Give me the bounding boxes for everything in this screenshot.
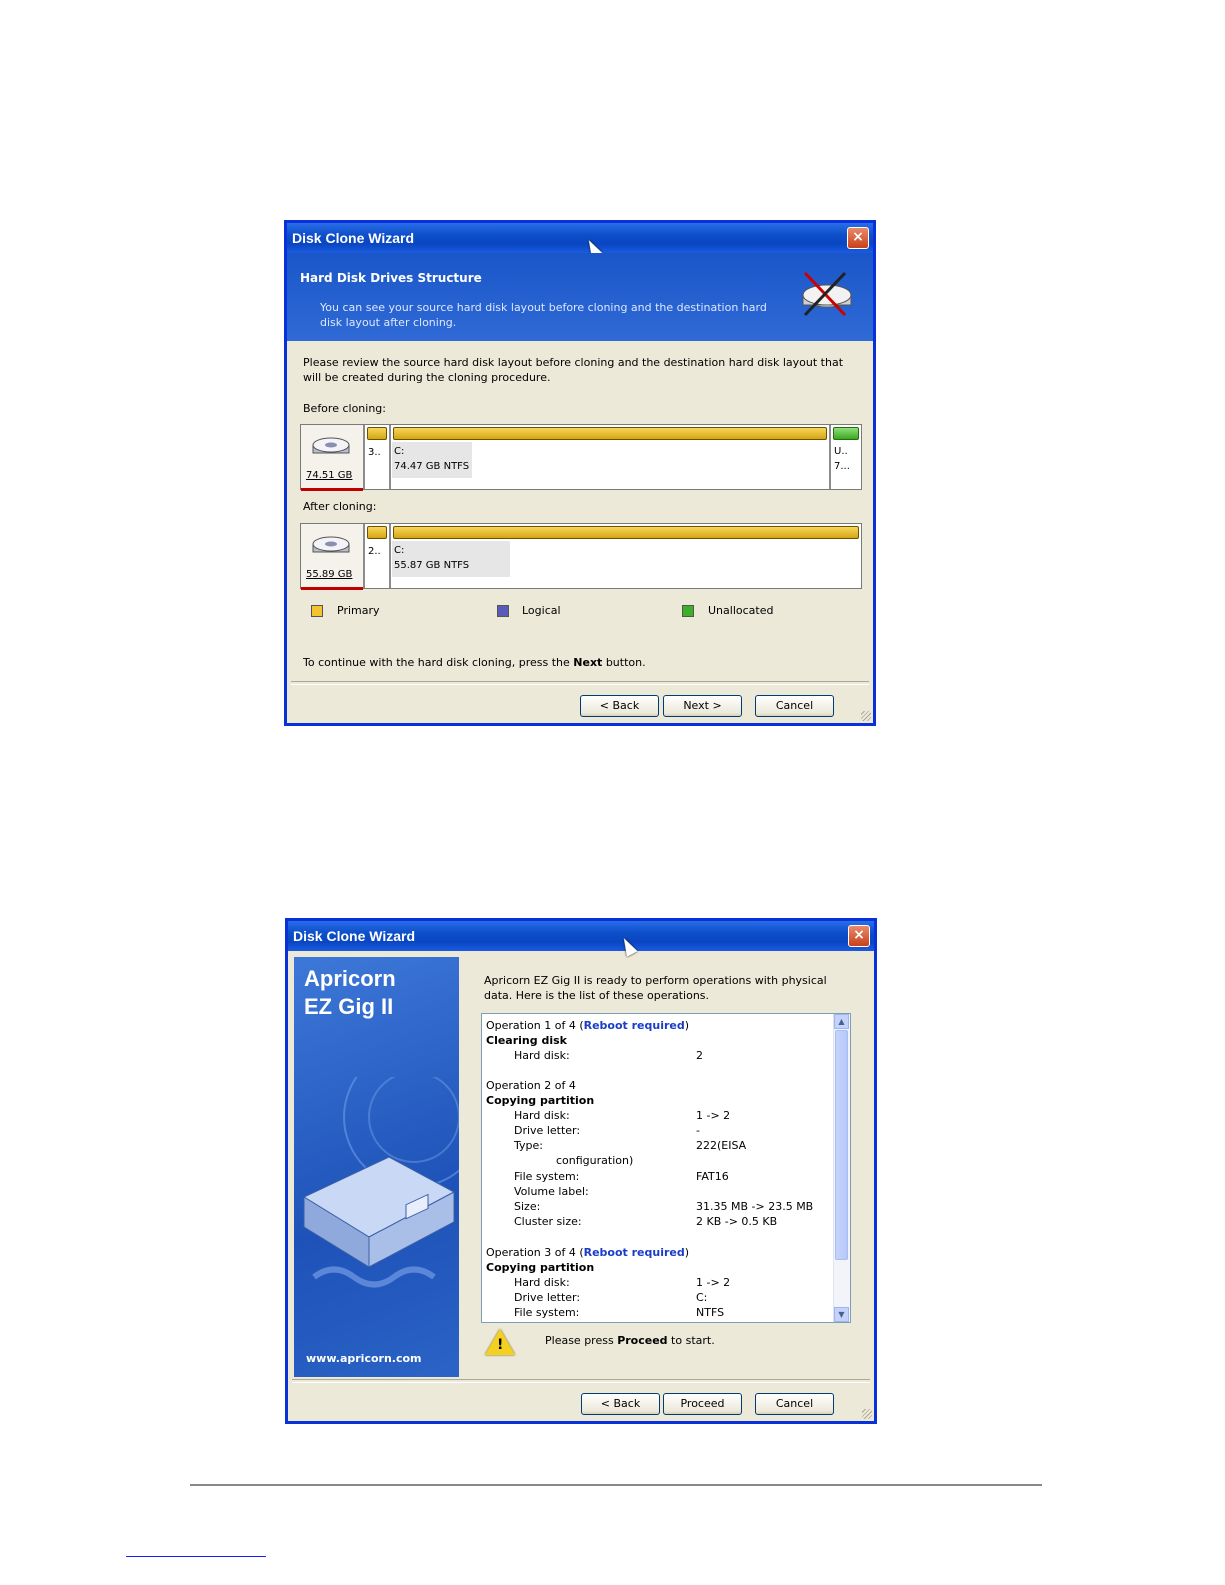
op2-cs-label: Cluster size: bbox=[514, 1215, 582, 1228]
op2-title: Copying partition bbox=[486, 1094, 595, 1107]
op3-reboot-required: Reboot required bbox=[583, 1246, 685, 1259]
op2-hd-label: Hard disk: bbox=[514, 1109, 570, 1122]
disk-selection-bar bbox=[301, 488, 363, 491]
op2-dl-label: Drive letter: bbox=[514, 1124, 581, 1137]
disk-size: 55.89 GB bbox=[306, 569, 353, 580]
op1-hd-label: Hard disk: bbox=[514, 1049, 570, 1062]
partition-info: 74.47 GB NTFS bbox=[394, 461, 470, 472]
disk-size: 74.51 GB bbox=[306, 470, 353, 481]
partition-info: 55.87 GB NTFS bbox=[394, 560, 470, 571]
disk-selection-bar bbox=[301, 587, 363, 590]
title-bar[interactable] bbox=[288, 921, 874, 951]
window-title: Disk Clone Wizard bbox=[293, 928, 416, 944]
header-title: Hard Disk Drives Structure bbox=[300, 271, 482, 285]
op1-title: Clearing disk bbox=[486, 1034, 567, 1047]
continue-prefix: To continue with the hard disk cloning, press the bbox=[303, 656, 574, 669]
disk-clone-icon bbox=[797, 267, 855, 321]
primary-partition-bar bbox=[393, 526, 859, 539]
op3-header-text: Operation 3 of 4 ( bbox=[486, 1246, 584, 1259]
resize-grip[interactable] bbox=[862, 1409, 872, 1419]
op3-title: Copying partition bbox=[486, 1261, 595, 1274]
op2-vl-label: Volume label: bbox=[514, 1185, 589, 1198]
partition-label: 3.. bbox=[368, 447, 381, 458]
button-separator bbox=[292, 1379, 870, 1383]
op2-hd-value: 1 -> 2 bbox=[696, 1109, 731, 1122]
source-disk-cell[interactable] bbox=[301, 425, 365, 489]
before-cloning-label: Before cloning: bbox=[303, 402, 386, 415]
partition-name: C: bbox=[394, 446, 405, 457]
partition-small[interactable] bbox=[365, 524, 391, 588]
op2-fs-label: File system: bbox=[514, 1170, 580, 1183]
primary-partition-bar bbox=[367, 526, 387, 539]
primary-partition-bar bbox=[367, 427, 387, 440]
partition-c[interactable] bbox=[391, 524, 861, 588]
op3-dl-value: C: bbox=[696, 1291, 708, 1304]
close-button[interactable]: × bbox=[848, 925, 870, 947]
cancel-button[interactable]: Cancel bbox=[755, 695, 834, 717]
partition-c[interactable] bbox=[391, 425, 831, 489]
cancel-button[interactable]: Cancel bbox=[755, 1393, 834, 1415]
op3-header bbox=[486, 1245, 689, 1260]
op1-hd-value: 2 bbox=[696, 1049, 703, 1062]
op2-size-label: Size: bbox=[514, 1200, 541, 1213]
title-bar[interactable] bbox=[287, 223, 873, 253]
operations-scrollbar[interactable] bbox=[833, 1014, 850, 1322]
wizard-header-banner bbox=[287, 253, 873, 341]
brand-line2: EZ Gig II bbox=[304, 994, 394, 1019]
next-button[interactable]: Next > bbox=[663, 695, 742, 717]
op2-fs-value: FAT16 bbox=[696, 1170, 729, 1183]
primary-partition-bar bbox=[393, 427, 827, 440]
proceed-instruction bbox=[545, 1333, 715, 1348]
brand-line1: Apricorn bbox=[304, 966, 396, 991]
intro-text: Apricorn EZ Gig II is ready to perform operations with physical data. Here is the list of these operations. bbox=[484, 974, 827, 1002]
scrollbar-thumb[interactable] bbox=[835, 1030, 848, 1260]
after-cloning-label: After cloning: bbox=[303, 500, 377, 513]
resize-grip[interactable] bbox=[861, 711, 871, 721]
destination-disk-cell[interactable] bbox=[301, 524, 365, 588]
hard-disk-icon bbox=[309, 534, 353, 560]
legend-unallocated-swatch bbox=[682, 605, 694, 617]
brand-url[interactable]: www.apricorn.com bbox=[306, 1352, 422, 1365]
button-separator bbox=[291, 681, 869, 685]
warn-bold: Proceed bbox=[617, 1334, 668, 1347]
partition-unallocated[interactable] bbox=[831, 425, 861, 489]
op3-fs-label: File system: bbox=[514, 1306, 580, 1319]
op1-reboot-required: Reboot required bbox=[583, 1019, 685, 1032]
window-title: Disk Clone Wizard bbox=[292, 230, 415, 246]
op3-header-close: ) bbox=[684, 1246, 690, 1259]
page-footer-link-underline bbox=[126, 1556, 266, 1557]
legend-logical-label: Logical bbox=[522, 604, 561, 617]
op3-hd-value: 1 -> 2 bbox=[696, 1276, 731, 1289]
disk-clone-wizard-dialog-structure bbox=[284, 220, 876, 726]
continue-suffix: button. bbox=[602, 656, 646, 669]
brand-name bbox=[304, 965, 396, 1021]
operations-list[interactable] bbox=[481, 1013, 851, 1323]
scroll-down-button[interactable]: ▼ bbox=[834, 1307, 849, 1322]
proceed-button[interactable]: Proceed bbox=[663, 1393, 742, 1415]
op2-type-cont: configuration) bbox=[556, 1154, 634, 1167]
continue-bold: Next bbox=[573, 656, 603, 669]
legend-logical-swatch bbox=[497, 605, 509, 617]
after-cloning-disk-map bbox=[300, 523, 862, 589]
partition-name: U.. bbox=[834, 446, 848, 457]
op2-dl-value: - bbox=[696, 1124, 700, 1137]
op2-header: Operation 2 of 4 bbox=[486, 1079, 576, 1092]
scroll-up-button[interactable]: ▲ bbox=[834, 1014, 849, 1029]
hard-disk-icon bbox=[309, 435, 353, 461]
page-footer-rule bbox=[190, 1484, 1042, 1486]
warn-prefix: Please press bbox=[545, 1334, 618, 1347]
legend-primary-swatch bbox=[311, 605, 323, 617]
hard-drive-illustration-icon bbox=[294, 1077, 459, 1307]
op2-type-value: 222(EISA bbox=[696, 1139, 747, 1152]
unallocated-partition-bar bbox=[833, 427, 859, 440]
legend-unallocated-label: Unallocated bbox=[708, 604, 774, 617]
partition-small[interactable] bbox=[365, 425, 391, 489]
partition-name: C: bbox=[394, 545, 405, 556]
intro-text: Please review the source hard disk layout before cloning and the destination hard disk layout that will be created during the cloning procedure. bbox=[303, 356, 844, 384]
op1-header-text: Operation 1 of 4 ( bbox=[486, 1019, 584, 1032]
partition-info: 7... bbox=[834, 461, 850, 472]
back-button[interactable]: < Back bbox=[581, 1393, 660, 1415]
op3-fs-value: NTFS bbox=[696, 1306, 725, 1319]
op1-header-close: ) bbox=[684, 1019, 690, 1032]
warning-exclamation-icon: ! bbox=[497, 1337, 504, 1353]
warn-suffix: to start. bbox=[667, 1334, 715, 1347]
op3-hd-label: Hard disk: bbox=[514, 1276, 570, 1289]
disk-clone-wizard-dialog-summary bbox=[285, 918, 877, 1424]
close-button[interactable]: × bbox=[847, 227, 869, 249]
back-button[interactable]: < Back bbox=[580, 695, 659, 717]
continue-instruction bbox=[303, 655, 863, 670]
op2-size-value: 31.35 MB -> 23.5 MB bbox=[696, 1200, 814, 1213]
op1-header bbox=[486, 1018, 689, 1033]
brand-side-panel bbox=[294, 957, 459, 1377]
legend-primary-label: Primary bbox=[337, 604, 380, 617]
partition-label: 2.. bbox=[368, 546, 381, 557]
op3-dl-label: Drive letter: bbox=[514, 1291, 581, 1304]
header-subtitle: You can see your source hard disk layout before cloning and the destination hard disk layout after cloning. bbox=[320, 301, 767, 329]
before-cloning-disk-map bbox=[300, 424, 862, 490]
op2-type-label: Type: bbox=[514, 1139, 543, 1152]
op2-cs-value: 2 KB -> 0.5 KB bbox=[696, 1215, 778, 1228]
